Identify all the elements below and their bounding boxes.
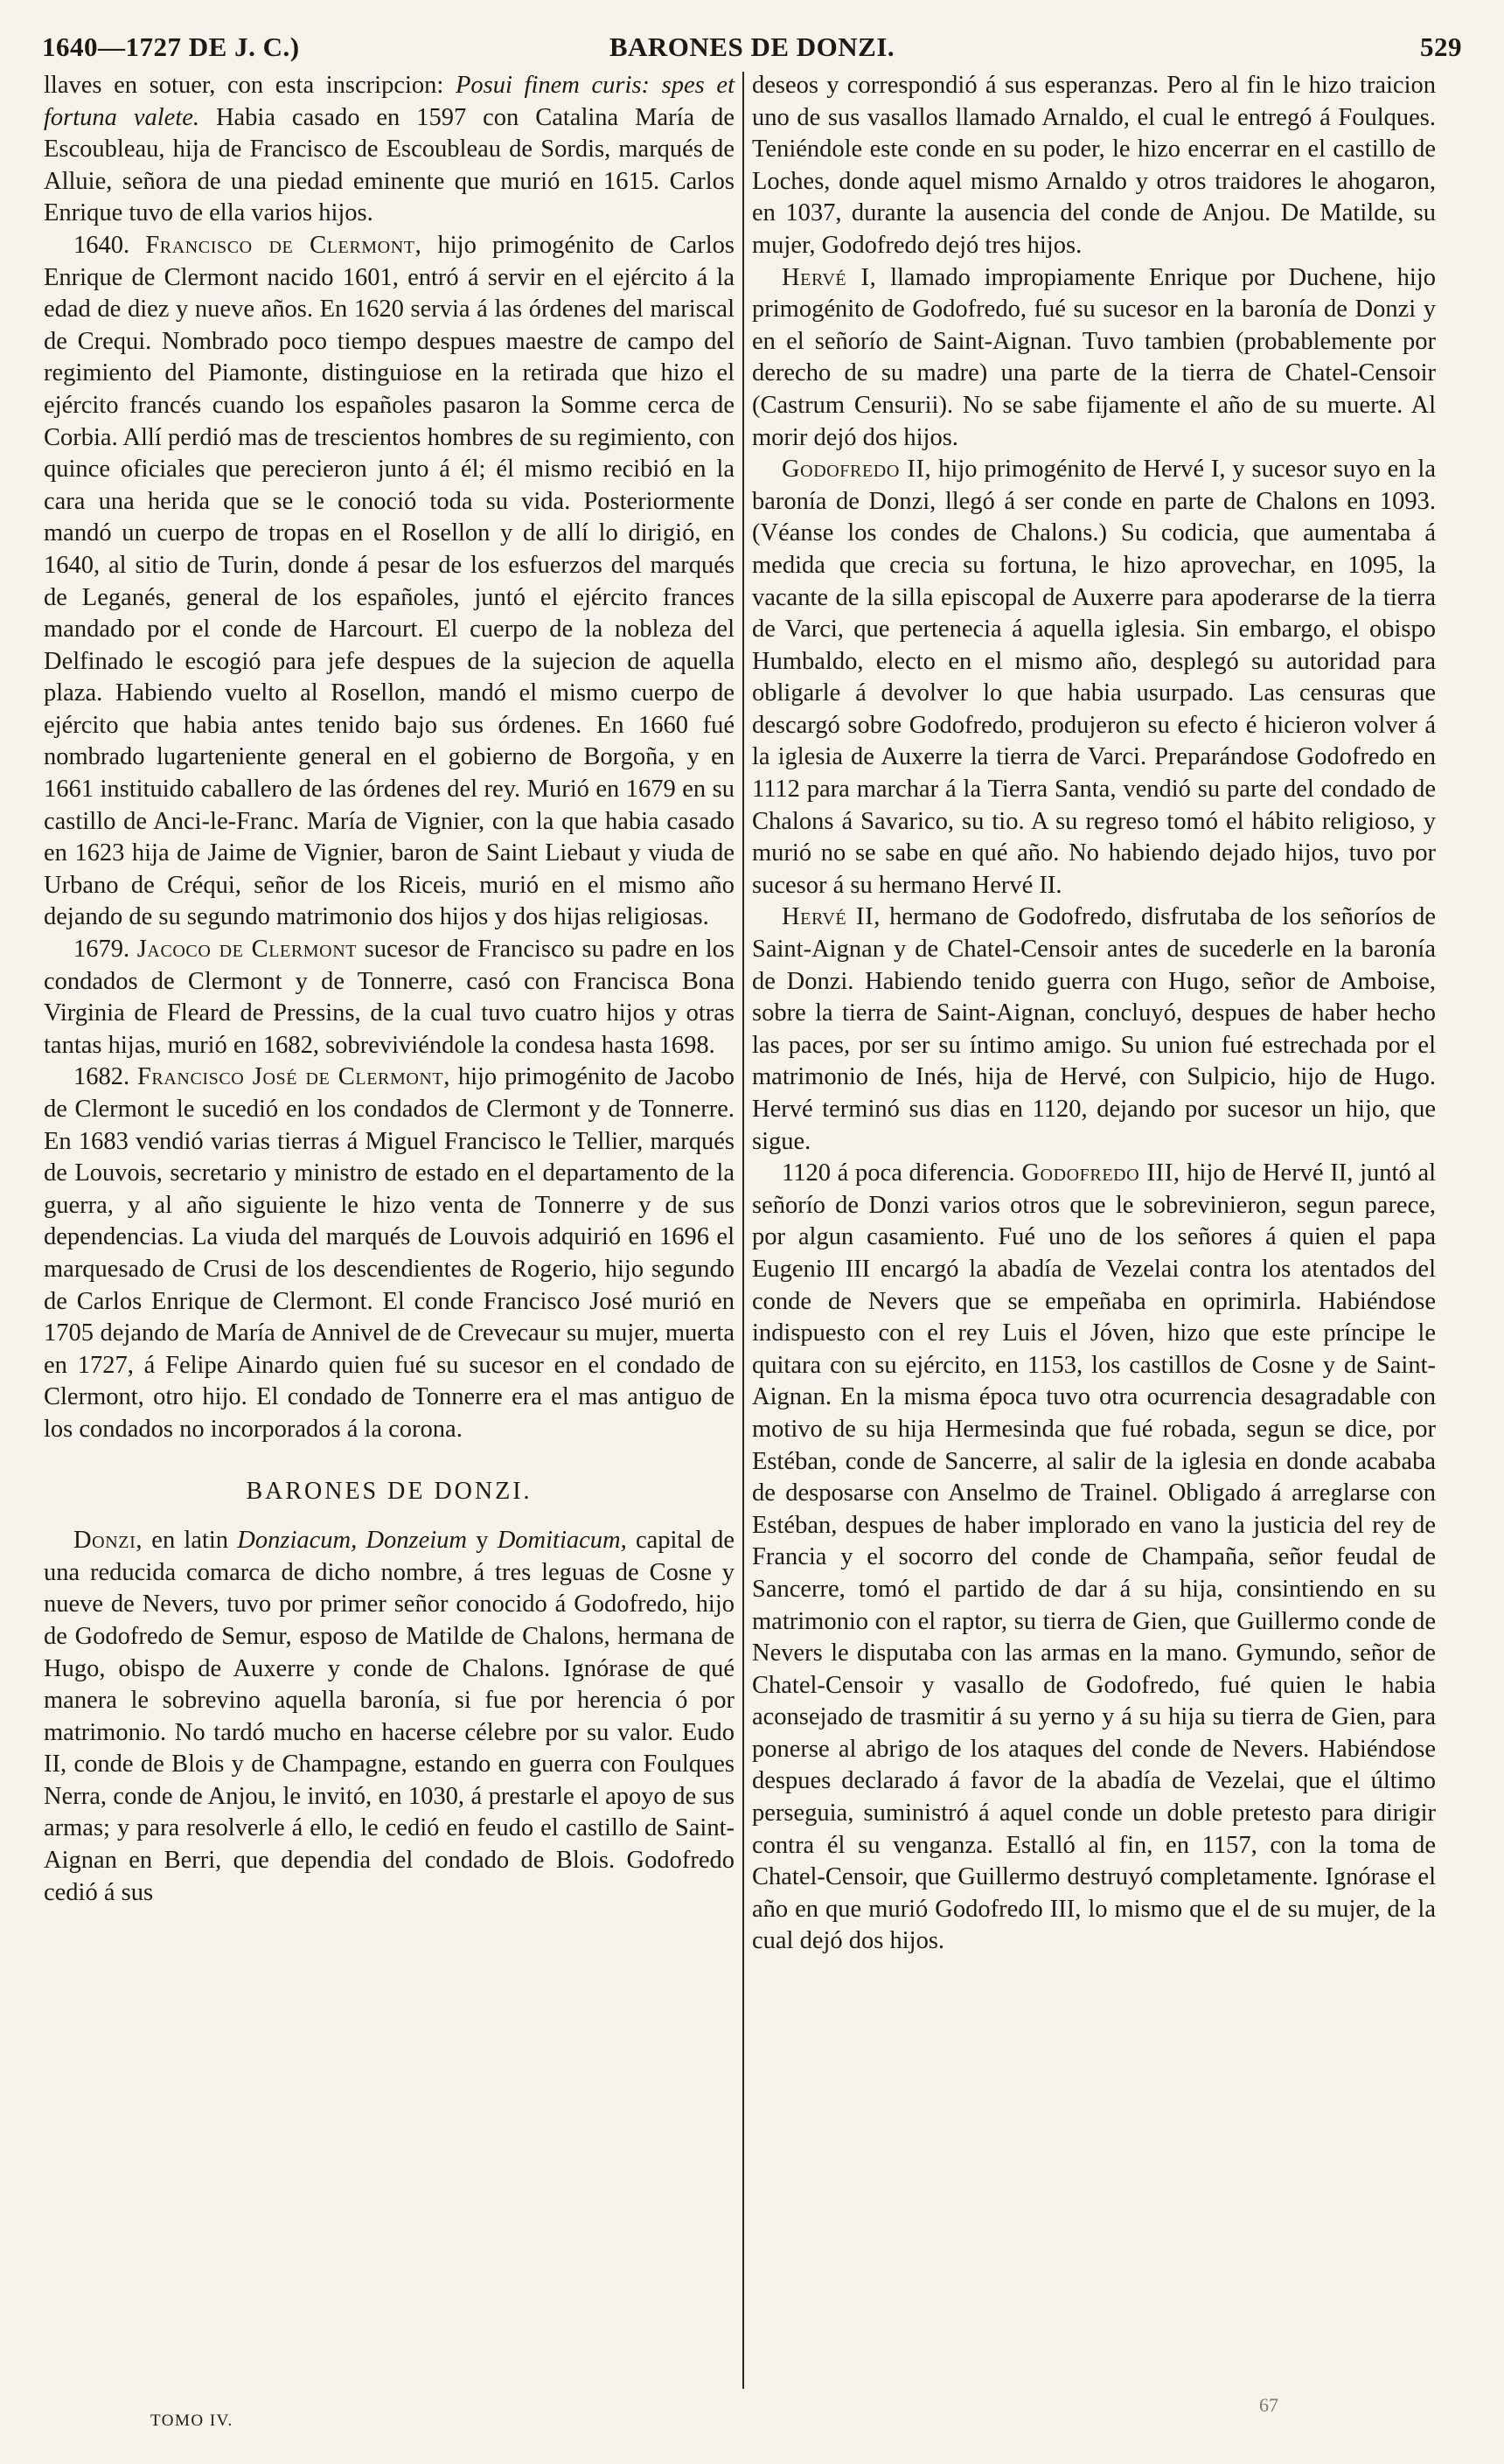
page-number: 529 — [1420, 31, 1462, 62]
paragraph-francisco: 1640. Francisco de Clermont, hijo primogénito de Carlos Enrique de Clermont nacido 1601, entró á servir en el ejército á la edad de diez y nueve años. En 1620 servia á las órdenes del mariscal de Crequi. Nombrado poco tiempo despues maestre de campo del regimiento del Piamonte, distinguiose en la retirada que hizo el ejército francés cuando los españoles pasaron la Somme cerca de Corbia. Allí perdió mas de trescientos hombres de su regimiento, con quince oficiales que perecieron junto á él; él mismo recibió en la cara una herida que se le conoció toda su vida. Posteriormente mandó un cuerpo de tropas en el Rosellon y de allí lo dirigió, en 1640, al sitio de Turin, donde á pesar de los esfuerzos del marqués de Leganés, general de los españoles, juntó el ejército frances mandado por el conde de Harcourt. El cuerpo de la nobleza del Delfinado le escogió para jefe despues de la sujecion de aquella plaza. Habiendo vuelto al Rosellon, mandó el mismo cuerpo de ejército que habia antes tenido bajo sus órdenes. En 1660 fué nombrado lugarteniente general en el gobierno de Borgoña, y en 1661 instituido caballero de las órdenes del rey. Murió en 1679 en su castillo de Anci-le-Franc. María de Vignier, con la que habia casado en 1623 hija de Jaime de Vignier, baron de Saint Liebaut y viuda de Urbano de Créqui, señor de los Riceis, murió en el mismo año dejando de su segundo matrimonio dos hijos y dos hijas religiosas. — [44, 231, 735, 931]
entry-name: Francisco José de Clermont, — [136, 1063, 450, 1091]
paragraph-jacobo: 1679. Jacoco de Clermont sucesor de Francisco su padre en los condados de Clermont y de Tonnerre, casó con Francisca Bona Virginia de Fleard de Pressins, de la cual tuvo cuatro hijos y otras tantas hijas, murió en 1682, sobreviviéndole la condesa hasta 1698. — [44, 936, 735, 1059]
paragraph-donzi: Donzi, en latin Donziacum, Donzeium y Domitiacum, capital de una reducida comarca de dicho nombre, á tres leguas de Cosne y nueve de Nevers, tuvo por primer señor conocido á Godofredo, hijo de Godofredo de Semur, esposo de Matilde de Chalons, hermana de Hugo, obispo de Auxerre y conde de Chalons. Ignórase de qué manera le sobrevino aquella baronía, si fue por herencia ó por matrimonio. No tardó mucho en hacerse célebre por su valor. Eudo II, conde de Blois y de Champagne, estando en guerra con Foulques Nerra, conde de Anjou, le invitó, en 1030, á prestarle el apoyo de sus armas; y para resolverle á ello, le cedió en feudo el castillo de Saint-Aignan en Berri, que dependia del condado de Blois. Godofredo cedió á sus — [44, 1527, 735, 1906]
paragraph-godofredo-iii: 1120 á poca diferencia. Godofredo III, hijo de Hervé II, juntó al señorío de Donzi varios otros que le sobrevinieron, segun parece, por algun casamiento. Fué uno de los señores á quien el papa Eugenio III encargó la abadía de Vezelai contra los atentados del conde de Nevers que se empeñaba en oprimirla. Habiéndose indispuesto con el rey Luis el Jóven, hizo que este príncipe le quitara con su ejército, en 1153, los castillos de Cosne y de Saint-Aignan. En la misma época tuvo otra ocurrencia desagradable con motivo de su hija Hermesinda que fué robada, segun se dice, por Estéban, conde de Sancerre, al salir de la iglesia en donde acababa de desposarse con Anselmo de Trainel. Obligado á arreglarse con Estéban, despues de haber implorado en vano la justicia del rey de Francia y el socorro del conde de Champaña, señor feudal de Sancerre, tomó el partido de dar á su hija, consintiendo en su matrimonio con el raptor, su tierra de Gien, que Guillermo conde de Nevers le disputaba con las armas en la mano. Gymundo, señor de Chatel-Censoir y vasallo de Godofredo, fué quien le habia aconsejado de trasmitir á su yerno y á su hija su tierra de Gien, para ponerse al abrigo de los ataques del conde de Nevers. Habiéndose despues declarado á favor de la abadía de Vezelai, que el último perseguia, suministró á aquel conde un doble pretesto para dirigir contra él su venganza. Estalló al fin, en 1157, con la toma de Chatel-Censoir, que Guillermo destruyó completamente. Ignórase el año en que murió Godofredo III, lo mismo que el de su mujer, de la cual dejó dos hijos. — [752, 1159, 1437, 1955]
left-column — [44, 70, 735, 1909]
entry-name: Jacoco de Clermont — [136, 936, 358, 964]
entry-name: Hervé II, — [782, 903, 881, 931]
entry-year: 1120 á poca diferencia. — [782, 1159, 1015, 1187]
paragraph-godofredo-continued: deseos y correspondió á sus esperanzas. Pero al fin le hizo traicion uno de sus vasallos llamado Arnaldo, el cual le entregó á Foulques. Teniéndole este conde en su poder, le hizo encerrar en el castillo de Loches, donde aquel mismo Arnaldo y otros traidores le ahogaron, en 1037, durante la ausencia del conde de Anjou. De Matilde, su mujer, Godofredo dejó tres hijos. — [752, 72, 1436, 259]
header-title: BARONES DE DONZI. — [609, 31, 895, 62]
right-column — [752, 70, 1436, 1958]
paragraph-carlos-enrique: llaves en sotuer, con esta inscripcion: Posui finem curis: spes et fortuna valete. Habia casado en 1597 con Catalina María de Escoubleau, hija de Francisco de Escoubleau de Sordis, marqués de Alluie, señora de una piedad eminente que murió en 1615. Carlos Enrique tuvo de ella varios hijos. — [44, 72, 735, 227]
entry-name: Hervé I, — [782, 263, 877, 291]
entry-name: Godofredo II, — [782, 456, 932, 484]
paragraph-herve-i: Hervé I, llamado impropiamente Enrique por Duchene, hijo primogénito de Godofredo, fué su sucesor en la baronía de Donzi y en el señorío de Saint-Aignan. Tuvo tambien (probablemente por derecho de su madre) una parte de la tierra de Chatel-Censoir (Castrum Censurii). No se sabe fijamente el año de su muerte. Al morir dejó dos hijos. — [752, 263, 1436, 451]
running-header — [42, 24, 1462, 68]
entry-year: 1682. — [73, 1063, 130, 1091]
paragraph-francisco-jose: 1682. Francisco José de Clermont, hijo primogénito de Jacobo de Clermont le sucedió en los condados de Clermont y de Tonnerre. En 1683 vendió varias tierras á Miguel Francisco le Tellier, marqués de Louvois, secretario y ministro de estado en el departamento de la guerra, y al año siguiente le hizo venta de Tonnerre y de sus dependencias. La viuda del marqués de Louvois adquirió en 1696 el marquesado de Crusi de los descendientes de Rogerio, hijo segundo de Carlos Enrique de Clermont. El conde Francisco José murió en 1705 dejando de María de Annivel de de Crevecaur su mujer, muerta en 1727, á Felipe Ainardo quien fué su sucesor en el condado de Clermont, otro hijo. El condado de Tonnerre era el mas antiguo de los condados no incorporados á la corona. — [44, 1063, 735, 1443]
volume-footer: TOMO IV. — [150, 2412, 233, 2430]
entry-year: 1640. — [73, 231, 130, 259]
header-date-range: 1640—1727 DE J. C.) — [42, 31, 300, 62]
entry-name: Francisco de Clermont, — [145, 231, 422, 259]
section-title: BARONES DE DONZI. — [246, 1477, 533, 1505]
signature-mark: 67 — [1259, 2394, 1278, 2416]
column-divider — [742, 72, 744, 2389]
entry-year: 1679. — [73, 936, 130, 964]
paragraph-godofredo-ii: Godofredo II, hijo primogénito de Hervé I, y sucesor suyo en la baronía de Donzi, llegó á ser conde en parte de Chalons en 1093. (Véanse los condes de Chalons.) Su codicia, que aumentaba á medida que crecia su fortuna, le hizo aprovechar, en 1095, la vacante de la silla episcopal de Auxerre para apoderarse de la tierra de Varci, que pertenecia á aquella iglesia. Sin embargo, el obispo Humbaldo, electo en el mismo año, desplegó su autoridad para obligarle á devolver lo que habia usurpado. Las censuras que descargó sobre Godofredo, produjeron su efecto é hicieron volver á la iglesia de Auxerre la tierra de Varci. Preparándose Godofredo en 1112 para marchar á la Tierra Santa, vendió su parte del condado de Chalons á Savarico, su tio. A su regreso tomó el hábito religioso, y murió no se sabe en qué año. No habiendo dejado hijos, tuvo por sucesor á su hermano Hervé II. — [752, 456, 1436, 899]
latin-motto: Posui finem curis: spes et fortuna valete. — [44, 72, 735, 131]
paragraph-herve-ii: Hervé II, hermano de Godofredo, disfrutaba de los señoríos de Saint-Aignan y de Chatel-Censoir antes de sucederle en la baronía de Donzi. Habiendo tenido guerra con Hugo, señor de Amboise, sobre la tierra de Saint-Aignan, concluyó, despues de haber hecho las paces, por ser su íntimo amigo. Su union fué estrechada por el matrimonio de Inés, hija de Hervé, con Sulpicio, hijo de Hugo. Hervé terminó sus dias en 1120, dejando por sucesor un hijo, que sigue. — [752, 903, 1436, 1155]
entry-name: Godofredo III, — [1021, 1159, 1180, 1187]
entry-name: Donzi, — [73, 1527, 143, 1555]
